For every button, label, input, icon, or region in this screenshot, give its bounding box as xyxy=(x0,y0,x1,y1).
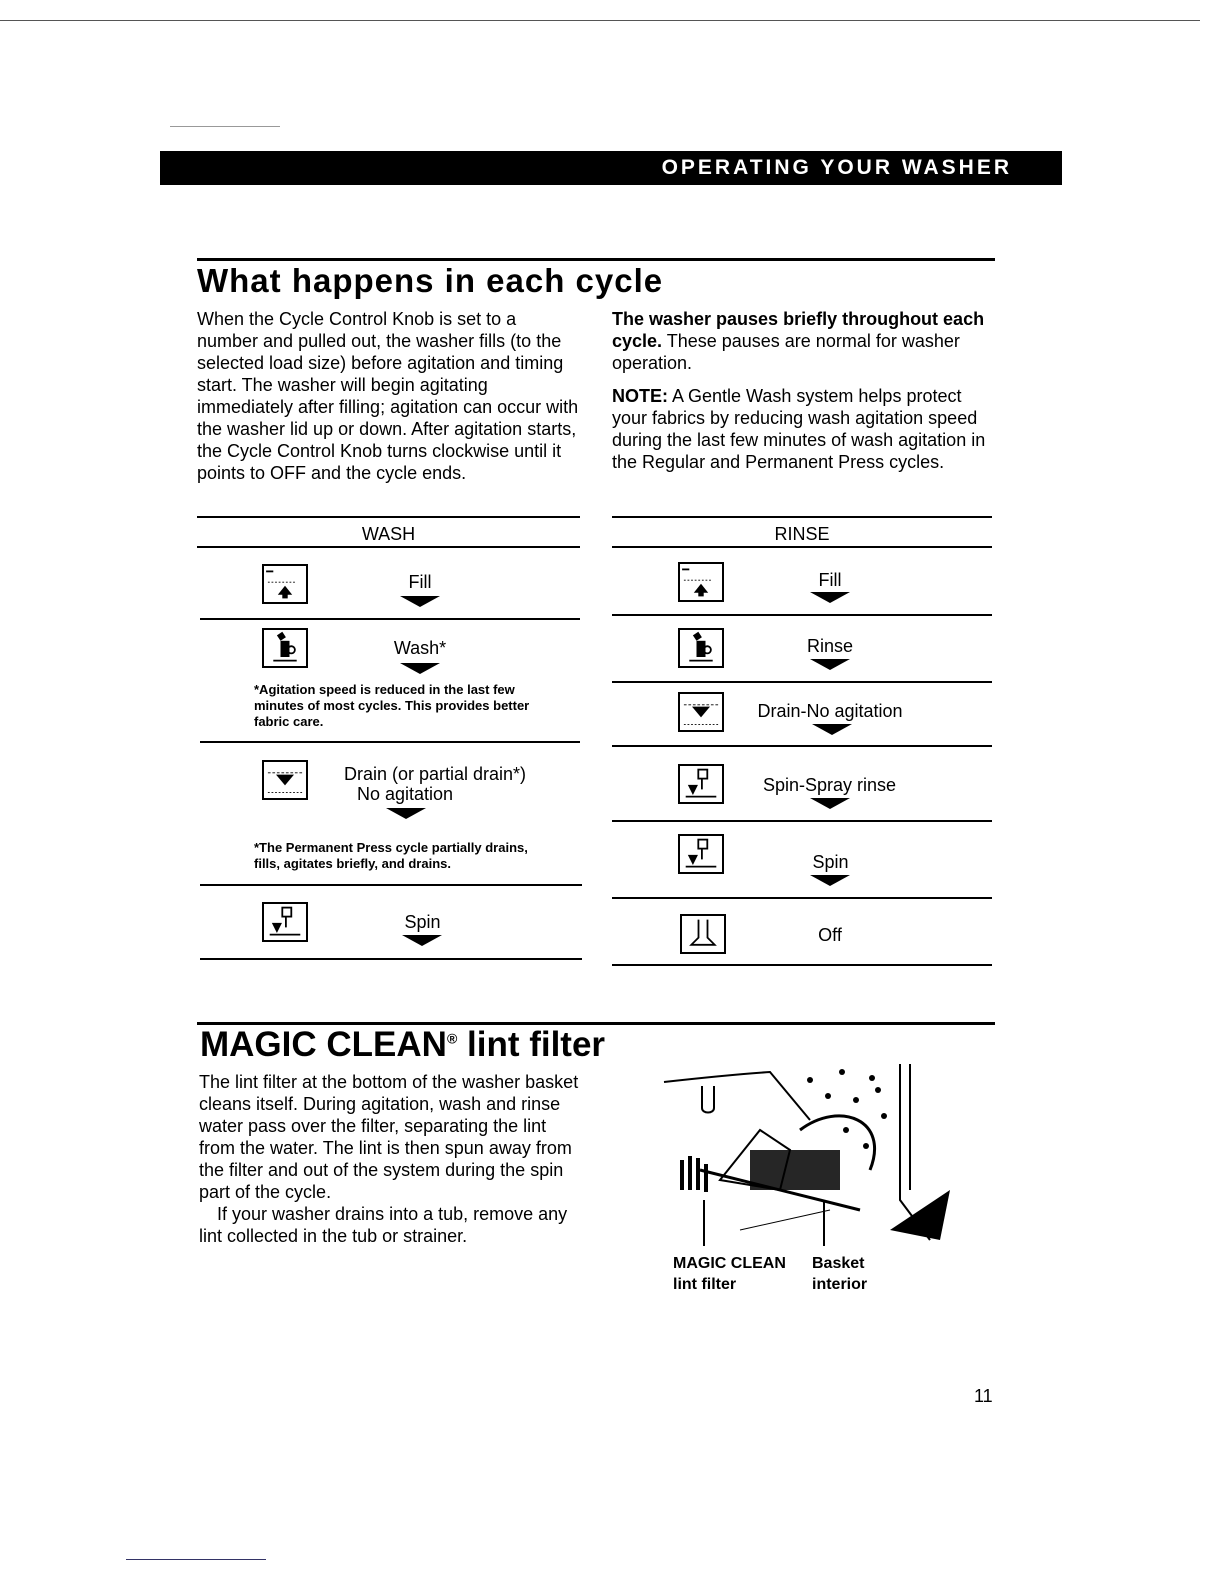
rinse-rule-5 xyxy=(612,897,992,899)
rinse-drain-icon xyxy=(678,692,724,732)
drain-icon xyxy=(262,760,308,800)
wash-rule-3 xyxy=(200,884,582,886)
note-text: A Gentle Wash system helps protect your fabrics by reducing wash agitation speed during the last few minutes of wash agitation in the Regular and Permanent Press cycles. xyxy=(612,386,986,472)
top-scan-line xyxy=(0,20,1200,21)
off-icon xyxy=(680,914,726,954)
rinse-heading-rule xyxy=(612,546,992,548)
permanent-press-note: *The Permanent Press cycle partially drains, fills, agitates briefly, and drains. xyxy=(254,840,528,871)
spin-spray-icon xyxy=(678,764,724,804)
note-label: NOTE: xyxy=(612,386,668,406)
rinse-spin-arrow xyxy=(810,875,850,886)
title-rule xyxy=(197,258,995,261)
pause-bold-text: The washer pauses briefly throughout each cycle. xyxy=(612,309,985,351)
note-paragraph xyxy=(612,385,987,473)
rinse-top-rule xyxy=(612,516,992,518)
wash-heading: WASH xyxy=(361,524,416,544)
basket-caption xyxy=(812,1253,867,1295)
wash-drain-label: Drain (or partial drain*) xyxy=(343,764,527,784)
rinse-spin-icon xyxy=(678,834,724,874)
wash-drain-arrow xyxy=(386,808,426,819)
rinse-drain-arrow xyxy=(812,724,852,735)
rinse-rule-1 xyxy=(612,614,992,616)
wash-spin-label: Spin xyxy=(404,912,441,932)
rinse-drain-label: Drain-No agitation xyxy=(757,701,903,721)
wash-wash-arrow xyxy=(400,663,440,674)
banner-title: OPERATING YOUR WASHER xyxy=(661,156,1012,179)
rinse-rinse-label: Rinse xyxy=(806,636,854,656)
bottom-scan-line xyxy=(126,1559,266,1560)
rinse-rule-2 xyxy=(612,681,992,683)
pause-paragraph xyxy=(612,308,987,374)
fill-icon xyxy=(262,564,308,604)
rinse-heading: RINSE xyxy=(774,524,830,544)
rinse-rinse-arrow xyxy=(810,659,850,670)
wash-fill-arrow xyxy=(400,596,440,607)
wash-fill-label: Fill xyxy=(408,572,432,592)
rinse-spin-label: Spin xyxy=(812,852,849,872)
lint-paragraph-1: The lint filter at the bottom of the washer basket cleans itself. During agitation, wash and rinse water pass over the filter, separating the lint from the water. The lint is then spun away from the filter and out of the system during the spin part of the cycle. xyxy=(199,1072,579,1202)
basket-caption-line-1: Basket xyxy=(812,1255,865,1272)
basket-caption-line-2: interior xyxy=(812,1276,868,1293)
spin-icon xyxy=(262,902,308,942)
rinse-spray-arrow xyxy=(810,798,850,809)
lint-section-title xyxy=(200,1025,605,1065)
section-banner xyxy=(160,151,1062,185)
wash-wash-label: Wash* xyxy=(393,638,447,658)
rinse-fill-label: Fill xyxy=(818,570,842,590)
lint-paragraph-2: If your washer drains into a tub, remove any lint collected in the tub or strainer. xyxy=(199,1204,568,1246)
wash-heading-rule xyxy=(197,546,580,548)
cycle-intro-paragraph: When the Cycle Control Knob is set to a number and pulled out, the washer fills (to the selected load size) before agitation and timing start. The washer will begin agitating immediately after filling; agitation can occur with the washer lid up or down. After agitation starts, the Cycle Control Knob turns clockwise until it points to OFF and the cycle ends. xyxy=(197,309,579,483)
rinse-agitate-icon xyxy=(678,628,724,668)
rinse-spray-label: Spin-Spray rinse xyxy=(762,775,897,795)
scan-mark xyxy=(170,126,280,127)
wash-agitate-icon xyxy=(262,628,308,668)
wash-agitation-note: *Agitation speed is reduced in the last few minutes of most cycles. This provides better fabric care. xyxy=(254,682,530,729)
wash-bottom-rule xyxy=(200,958,582,960)
rinse-bottom-rule xyxy=(612,964,992,966)
wash-spin-arrow xyxy=(402,935,442,946)
rinse-fill-icon xyxy=(678,562,724,602)
wash-rule-2 xyxy=(200,741,580,743)
lint-caption-line-1: MAGIC CLEAN xyxy=(673,1255,786,1272)
wash-top-rule xyxy=(197,516,580,518)
rinse-rule-3 xyxy=(612,745,992,747)
lint-filter-caption xyxy=(673,1253,786,1295)
lint-filter-illustration xyxy=(660,1060,960,1250)
pause-text: These pauses are normal for washer operation. xyxy=(612,331,960,373)
rinse-fill-arrow xyxy=(810,592,850,603)
cycle-section-title: What happens in each cycle xyxy=(197,262,664,299)
wash-no-agitation-label: No agitation xyxy=(356,784,454,804)
page-number: 11 xyxy=(974,1386,993,1406)
lint-title-brand: MAGIC CLEAN xyxy=(200,1025,447,1064)
wash-rule-1 xyxy=(200,618,580,620)
registered-mark: ® xyxy=(446,1030,458,1047)
rinse-off-label: Off xyxy=(818,925,842,945)
lint-title-rest: lint filter xyxy=(457,1025,606,1064)
lint-caption-line-2: lint filter xyxy=(673,1276,737,1293)
rinse-rule-4 xyxy=(612,820,992,822)
